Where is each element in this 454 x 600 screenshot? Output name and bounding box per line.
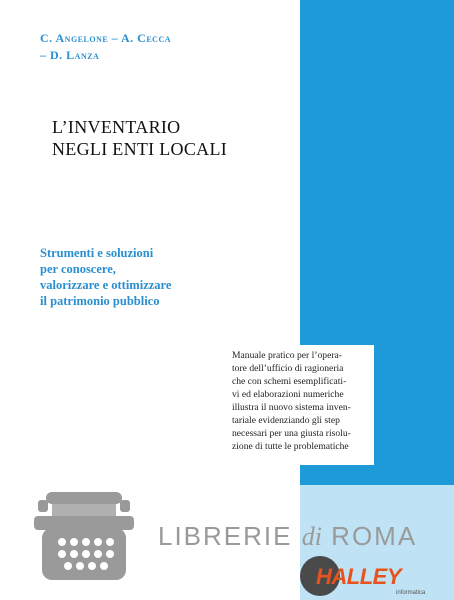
publisher-name: HALLEY bbox=[316, 564, 401, 589]
description-line-5: illustra il nuovo sistema inven- bbox=[232, 402, 351, 413]
title-line-2: NEGLI ENTI LOCALI bbox=[52, 139, 228, 159]
publisher-sub: informatica bbox=[396, 590, 426, 596]
subtitle-line-2: per conoscere, bbox=[40, 262, 116, 276]
subtitle-line-4: il patrimonio pubblico bbox=[40, 294, 160, 308]
book-title bbox=[52, 116, 292, 160]
watermark-text-before: LIBRERIE bbox=[158, 521, 302, 551]
subtitle-line-3: valorizzare e ottimizzare bbox=[40, 278, 172, 292]
authors bbox=[40, 30, 280, 64]
authors-line-1: C. Angelone – A. Cecca bbox=[40, 31, 172, 45]
description-line-6: tariale evidenziando gli step bbox=[232, 415, 340, 426]
description-line-4: vi ed elaborazioni numeriche bbox=[232, 389, 344, 400]
watermark-text-after: ROMA bbox=[321, 521, 418, 551]
title-line-1: L’INVENTARIO bbox=[52, 117, 181, 137]
subtitle-line-1: Strumenti e soluzioni bbox=[40, 246, 154, 260]
watermark-text-italic: di bbox=[301, 522, 322, 551]
description-line-7: necessari per una giusta risolu- bbox=[232, 428, 351, 439]
book-subtitle bbox=[40, 245, 290, 309]
description-box bbox=[226, 345, 374, 465]
description-line-3: che con schemi esemplificati- bbox=[232, 376, 347, 387]
description-line-1: Manuale pratico per l’opera- bbox=[232, 350, 343, 361]
description-line-8: zione di tutte le problematiche bbox=[232, 441, 349, 452]
typewriter-icon bbox=[28, 488, 140, 584]
description-line-2: tore dell’ufficio di ragioneria bbox=[232, 363, 344, 374]
authors-line-2: – D. Lanza bbox=[40, 48, 100, 62]
watermark-text bbox=[158, 521, 417, 552]
